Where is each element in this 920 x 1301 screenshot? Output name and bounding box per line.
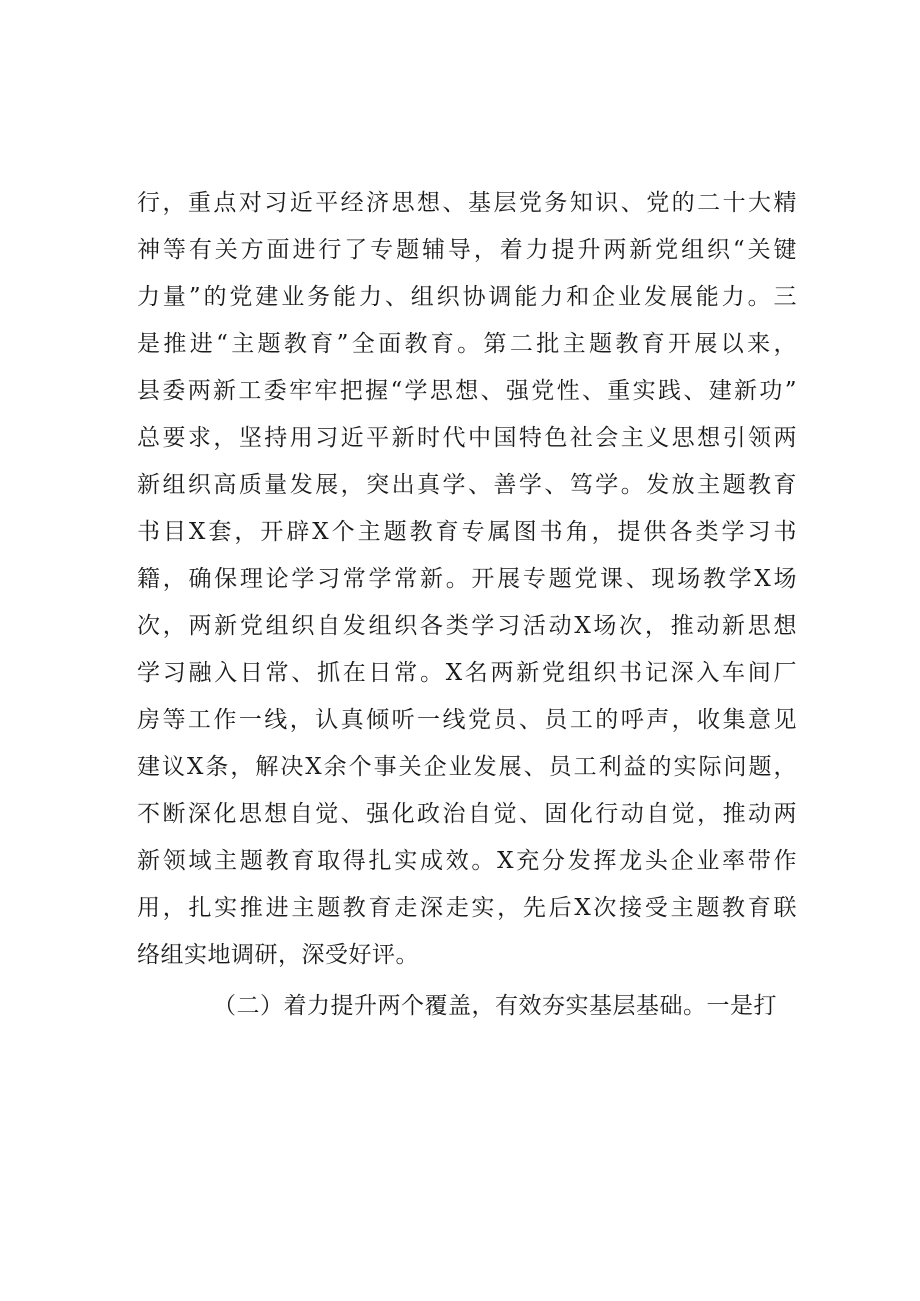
paragraph-1-line-14: 不断深化思想自觉、强化政治自觉、固化行动自觉，推动两 — [137, 801, 797, 827]
paragraph-1-line-12: 房等工作一线，认真倾听一线党员、员工的呼声，收集意见 — [137, 707, 797, 733]
section-heading-2: （二）着力提升两个覆盖，有效夯实基层基础。一是打 — [213, 993, 777, 1019]
paragraph-1-line-11: 学习融入日常、抓在日常。X名两新党组织书记深入车间厂 — [137, 660, 797, 686]
paragraph-1-line-2: 神等有关方面进行了专题辅导，着力提升两新党组织“关键 — [137, 237, 797, 263]
paragraph-1-line-4: 是推进“主题教育”全面教育。第二批主题教育开展以来， — [137, 331, 797, 357]
paragraph-1-line-9: 籍，确保理论学习常学常新。开展专题党课、现场教学X场 — [137, 566, 797, 592]
paragraph-1-line-16: 用，扎实推进主题教育走深走实，先后X次接受主题教育联 — [137, 895, 797, 921]
paragraph-1-line-10: 次，两新党组织自发组织各类学习活动X场次，推动新思想 — [137, 613, 797, 639]
paragraph-1-line-3: 力量”的党建业务能力、组织协调能力和企业发展能力。三 — [137, 284, 797, 310]
paragraph-1-line-6: 总要求，坚持用习近平新时代中国特色社会主义思想引领两 — [137, 425, 797, 451]
paragraph-1-line-1: 行，重点对习近平经济思想、基层党务知识、党的二十大精 — [137, 190, 797, 216]
paragraph-1-line-13: 建议X条，解决X余个事关企业发展、员工利益的实际问题， — [137, 754, 797, 780]
paragraph-1-line-17: 络组实地调研，深受好评。 — [137, 942, 419, 968]
body-text — [137, 180, 797, 1030]
paragraph-1-line-8: 书目X套，开辟X个主题教育专属图书角，提供各类学习书 — [137, 519, 797, 545]
paragraph-1-line-7: 新组织高质量发展，突出真学、善学、笃学。发放主题教育 — [137, 472, 797, 498]
paragraph-1-line-15: 新领域主题教育取得扎实成效。X充分发挥龙头企业率带作 — [137, 848, 797, 874]
paragraph-1-line-5: 县委两新工委牢牢把握“学思想、强党性、重实践、建新功” — [137, 378, 797, 404]
